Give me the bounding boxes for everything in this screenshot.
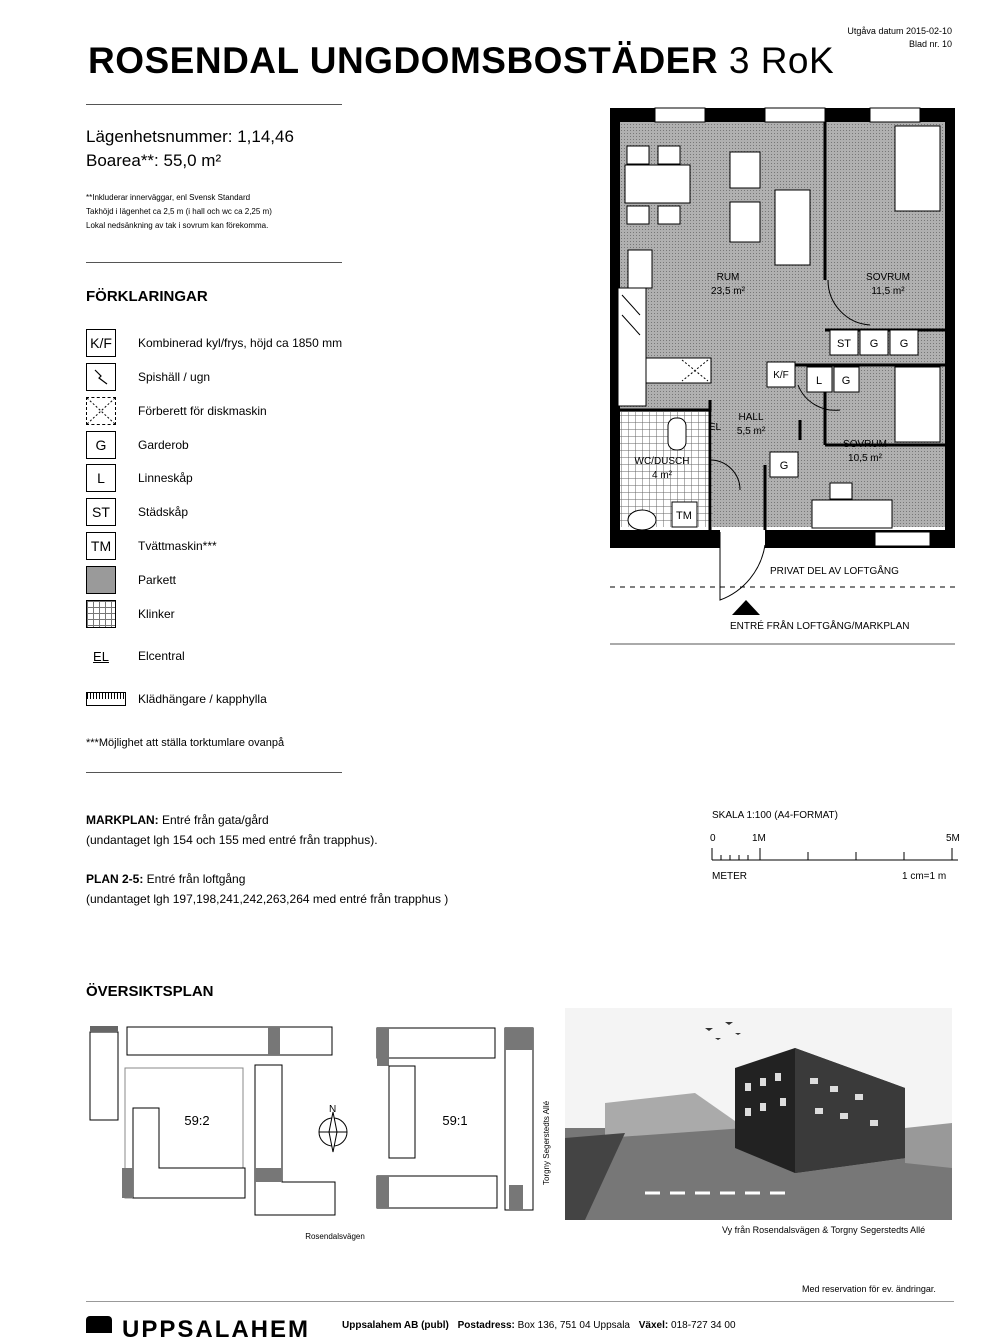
st-label: ST [836, 338, 852, 350]
overview-heading: ÖVERSIKTSPLAN [86, 983, 214, 1000]
sheet-number: Blad nr. 10 [908, 39, 952, 49]
legend-item-tile [86, 599, 175, 629]
building-marker [255, 1168, 282, 1182]
street-label: Rosendalsvägen [305, 1232, 365, 1241]
toilet-icon [668, 418, 686, 450]
window [870, 108, 920, 122]
legend-item-electrical [86, 641, 185, 671]
entrance-door [720, 532, 765, 600]
entrance-arrow-icon [732, 600, 760, 615]
title-apartment-type: 3 RoK [728, 40, 835, 81]
compass-needle-icon [319, 1112, 347, 1152]
site-plan [85, 1020, 560, 1245]
reservation-note: Med reservation för ev. ändringar. [802, 1284, 936, 1294]
room-name: RUM [716, 272, 740, 283]
phone: 018-727 34 00 [671, 1320, 736, 1331]
apartment-area: Boarea**: 55,0 m² [86, 151, 222, 170]
sofa [775, 190, 810, 265]
scale-tick-1: 1M [752, 833, 766, 844]
building [389, 1066, 415, 1158]
building-marker [505, 1028, 533, 1050]
building [377, 1028, 495, 1058]
scale-tick-0: 0 [710, 833, 716, 844]
el-label: EL [708, 422, 722, 433]
armchair [730, 152, 760, 188]
plan-label: PLAN 2-5: [86, 872, 144, 886]
legend-item-parquet [86, 565, 177, 595]
divider [86, 1301, 954, 1302]
room-area: 11,5 m² [871, 286, 905, 297]
legend-text: Klädhängare / kapphylla [138, 692, 267, 706]
room-area: 4 m² [652, 470, 672, 481]
north-label: N [329, 1104, 337, 1115]
hanger-icon [86, 692, 126, 706]
legend-item-dishwasher [86, 396, 267, 426]
dishwasher-icon [86, 397, 116, 425]
room-name: SOVRUM [843, 439, 887, 450]
chair [627, 146, 649, 164]
building-marker [268, 1027, 280, 1055]
building-marker [377, 1176, 389, 1208]
company-legal-name: Uppsalahem AB (publ) [342, 1320, 449, 1331]
g-label: G [899, 338, 909, 350]
desk [812, 500, 892, 528]
apartment-notes [86, 191, 272, 233]
room-area: 5,5 m² [736, 426, 766, 437]
divider [86, 772, 342, 773]
stove-icon [86, 363, 116, 391]
legend-text: Kombinerad kyl/frys, höjd ca 1850 mm [138, 336, 343, 350]
background-building [905, 1123, 952, 1168]
washer-symbol: TM [86, 532, 116, 560]
electrical-symbol: EL [93, 648, 109, 664]
building-marker [509, 1185, 523, 1210]
note-line: **Inkluderar innerväggar, enl Svensk Standard [86, 193, 251, 202]
legend-text: Klinker [138, 607, 175, 621]
room-name: HALL [738, 412, 764, 423]
legend-item-washer [86, 531, 217, 561]
kf-symbol: K/F [86, 329, 116, 357]
building-marker [90, 1026, 118, 1032]
legend-text: Städskåp [138, 505, 189, 519]
chair [658, 206, 680, 224]
building [127, 1027, 332, 1055]
company-logo-icon [86, 1316, 112, 1333]
plan-note: (undantaget lgh 197,198,241,242,263,264 med entré från trapphus ) [86, 892, 449, 906]
street-label: Torgny Segerstedts Allé [542, 1100, 551, 1185]
wardrobe-symbol: G [86, 431, 116, 459]
entrance-label: ENTRÉ FRÅN LOFTGÅNG/MARKPLAN [730, 621, 910, 632]
cleaning-symbol: ST [86, 498, 116, 526]
title-main: ROSENDAL UNGDOMSBOSTÄDER [88, 40, 719, 81]
dining-table [625, 165, 690, 203]
g-label: G [841, 375, 851, 387]
nightstand [830, 483, 852, 499]
legend-text: Tvättmaskin*** [138, 539, 217, 553]
legend-text: Elcentral [138, 649, 185, 663]
private-area-label: PRIVAT DEL AV LOFTGÅNG [770, 566, 899, 577]
legend-text: Förberett för diskmaskin [138, 404, 267, 418]
building [90, 1032, 118, 1120]
building-marker [377, 1028, 389, 1066]
scale-ratio: 1 cm=1 m [902, 871, 947, 882]
address: Box 136, 751 04 Uppsala [517, 1320, 630, 1331]
phone-label: Växel: [638, 1320, 669, 1331]
legend-text: Linneskåp [138, 471, 193, 485]
legend-footnote: ***Möjlighet att ställa torktumlare ovanpå [86, 737, 285, 749]
tile-swatch [86, 600, 116, 628]
apartment-numbers: Lägenhetsnummer: 1,14,46 [86, 127, 294, 146]
g-label: G [779, 460, 789, 472]
wall-right [945, 108, 955, 548]
legend-text: Garderob [138, 438, 189, 452]
building [377, 1176, 497, 1208]
building-rendering [565, 1008, 952, 1220]
linen-symbol: L [86, 464, 116, 492]
building [505, 1028, 533, 1210]
g-label: G [869, 338, 879, 350]
building [255, 1065, 335, 1215]
l-label: L [815, 375, 823, 387]
photo-caption: Vy från Rosendalsvägen & Torgny Segerstedts Allé [722, 1225, 926, 1235]
block-label: 59:2 [184, 1113, 210, 1128]
note-line: Takhöjd i lägenhet ca 2,5 m (i hall och wc ca 2,25 m) [86, 207, 272, 216]
building-marker [122, 1168, 133, 1198]
parquet-swatch [86, 566, 116, 594]
company-contact [342, 1320, 736, 1331]
sink-icon [628, 510, 656, 530]
coffee-table [730, 202, 760, 242]
cabinet [628, 250, 652, 288]
chair [627, 206, 649, 224]
window [765, 108, 825, 122]
bed [895, 126, 940, 211]
legend-text: Spishäll / ugn [138, 370, 211, 384]
bed [895, 367, 940, 442]
document-title [88, 40, 834, 82]
address-label: Postadress: [457, 1320, 515, 1331]
kitchen-counter [646, 358, 711, 383]
plan-text: Entré från loftgång [143, 872, 246, 886]
plan-line [86, 872, 245, 886]
legend-heading: FÖRKLARINGAR [86, 288, 208, 305]
legend-text: Parkett [138, 573, 177, 587]
kf-label: K/F [773, 370, 789, 381]
divider [86, 262, 342, 263]
legend-item-stove [86, 362, 211, 392]
issue-date: Utgåva datum 2015-02-10 [847, 26, 952, 36]
room-name: SOVRUM [866, 272, 910, 283]
window [875, 532, 930, 546]
legend-item-cleaning [86, 497, 189, 527]
issue-info [847, 25, 952, 51]
legend-item-kf [86, 328, 343, 358]
floor-plan [600, 100, 970, 650]
room-area: 23,5 m² [711, 286, 745, 297]
divider [86, 104, 342, 105]
scale-bar [710, 846, 960, 862]
legend-item-linen [86, 463, 193, 493]
markplan-text: Entré från gata/gård [158, 813, 269, 827]
legend-item-hanger [86, 684, 267, 714]
legend-item-wardrobe [86, 430, 189, 460]
wall-bottom-left [610, 530, 720, 548]
note-line: Lokal nedsänkning av tak i sovrum kan förekomma. [86, 221, 269, 230]
window [655, 108, 705, 122]
scale-tick-5: 5M [946, 833, 960, 844]
block-label: 59:1 [442, 1113, 468, 1128]
scale-label: SKALA 1:100 (A4-FORMAT) [712, 810, 838, 821]
chair [658, 146, 680, 164]
scale-unit: METER [712, 871, 747, 882]
markplan-note: (undantaget lgh 154 och 155 med entré från trapphus). [86, 833, 378, 847]
room-area: 10,5 m² [848, 453, 882, 464]
company-name: UPPSALAHEM [122, 1316, 311, 1343]
markplan-line [86, 813, 269, 827]
room-name: WC/DUSCH [634, 456, 690, 467]
tm-label: TM [676, 510, 692, 522]
markplan-label: MARKPLAN: [86, 813, 159, 827]
